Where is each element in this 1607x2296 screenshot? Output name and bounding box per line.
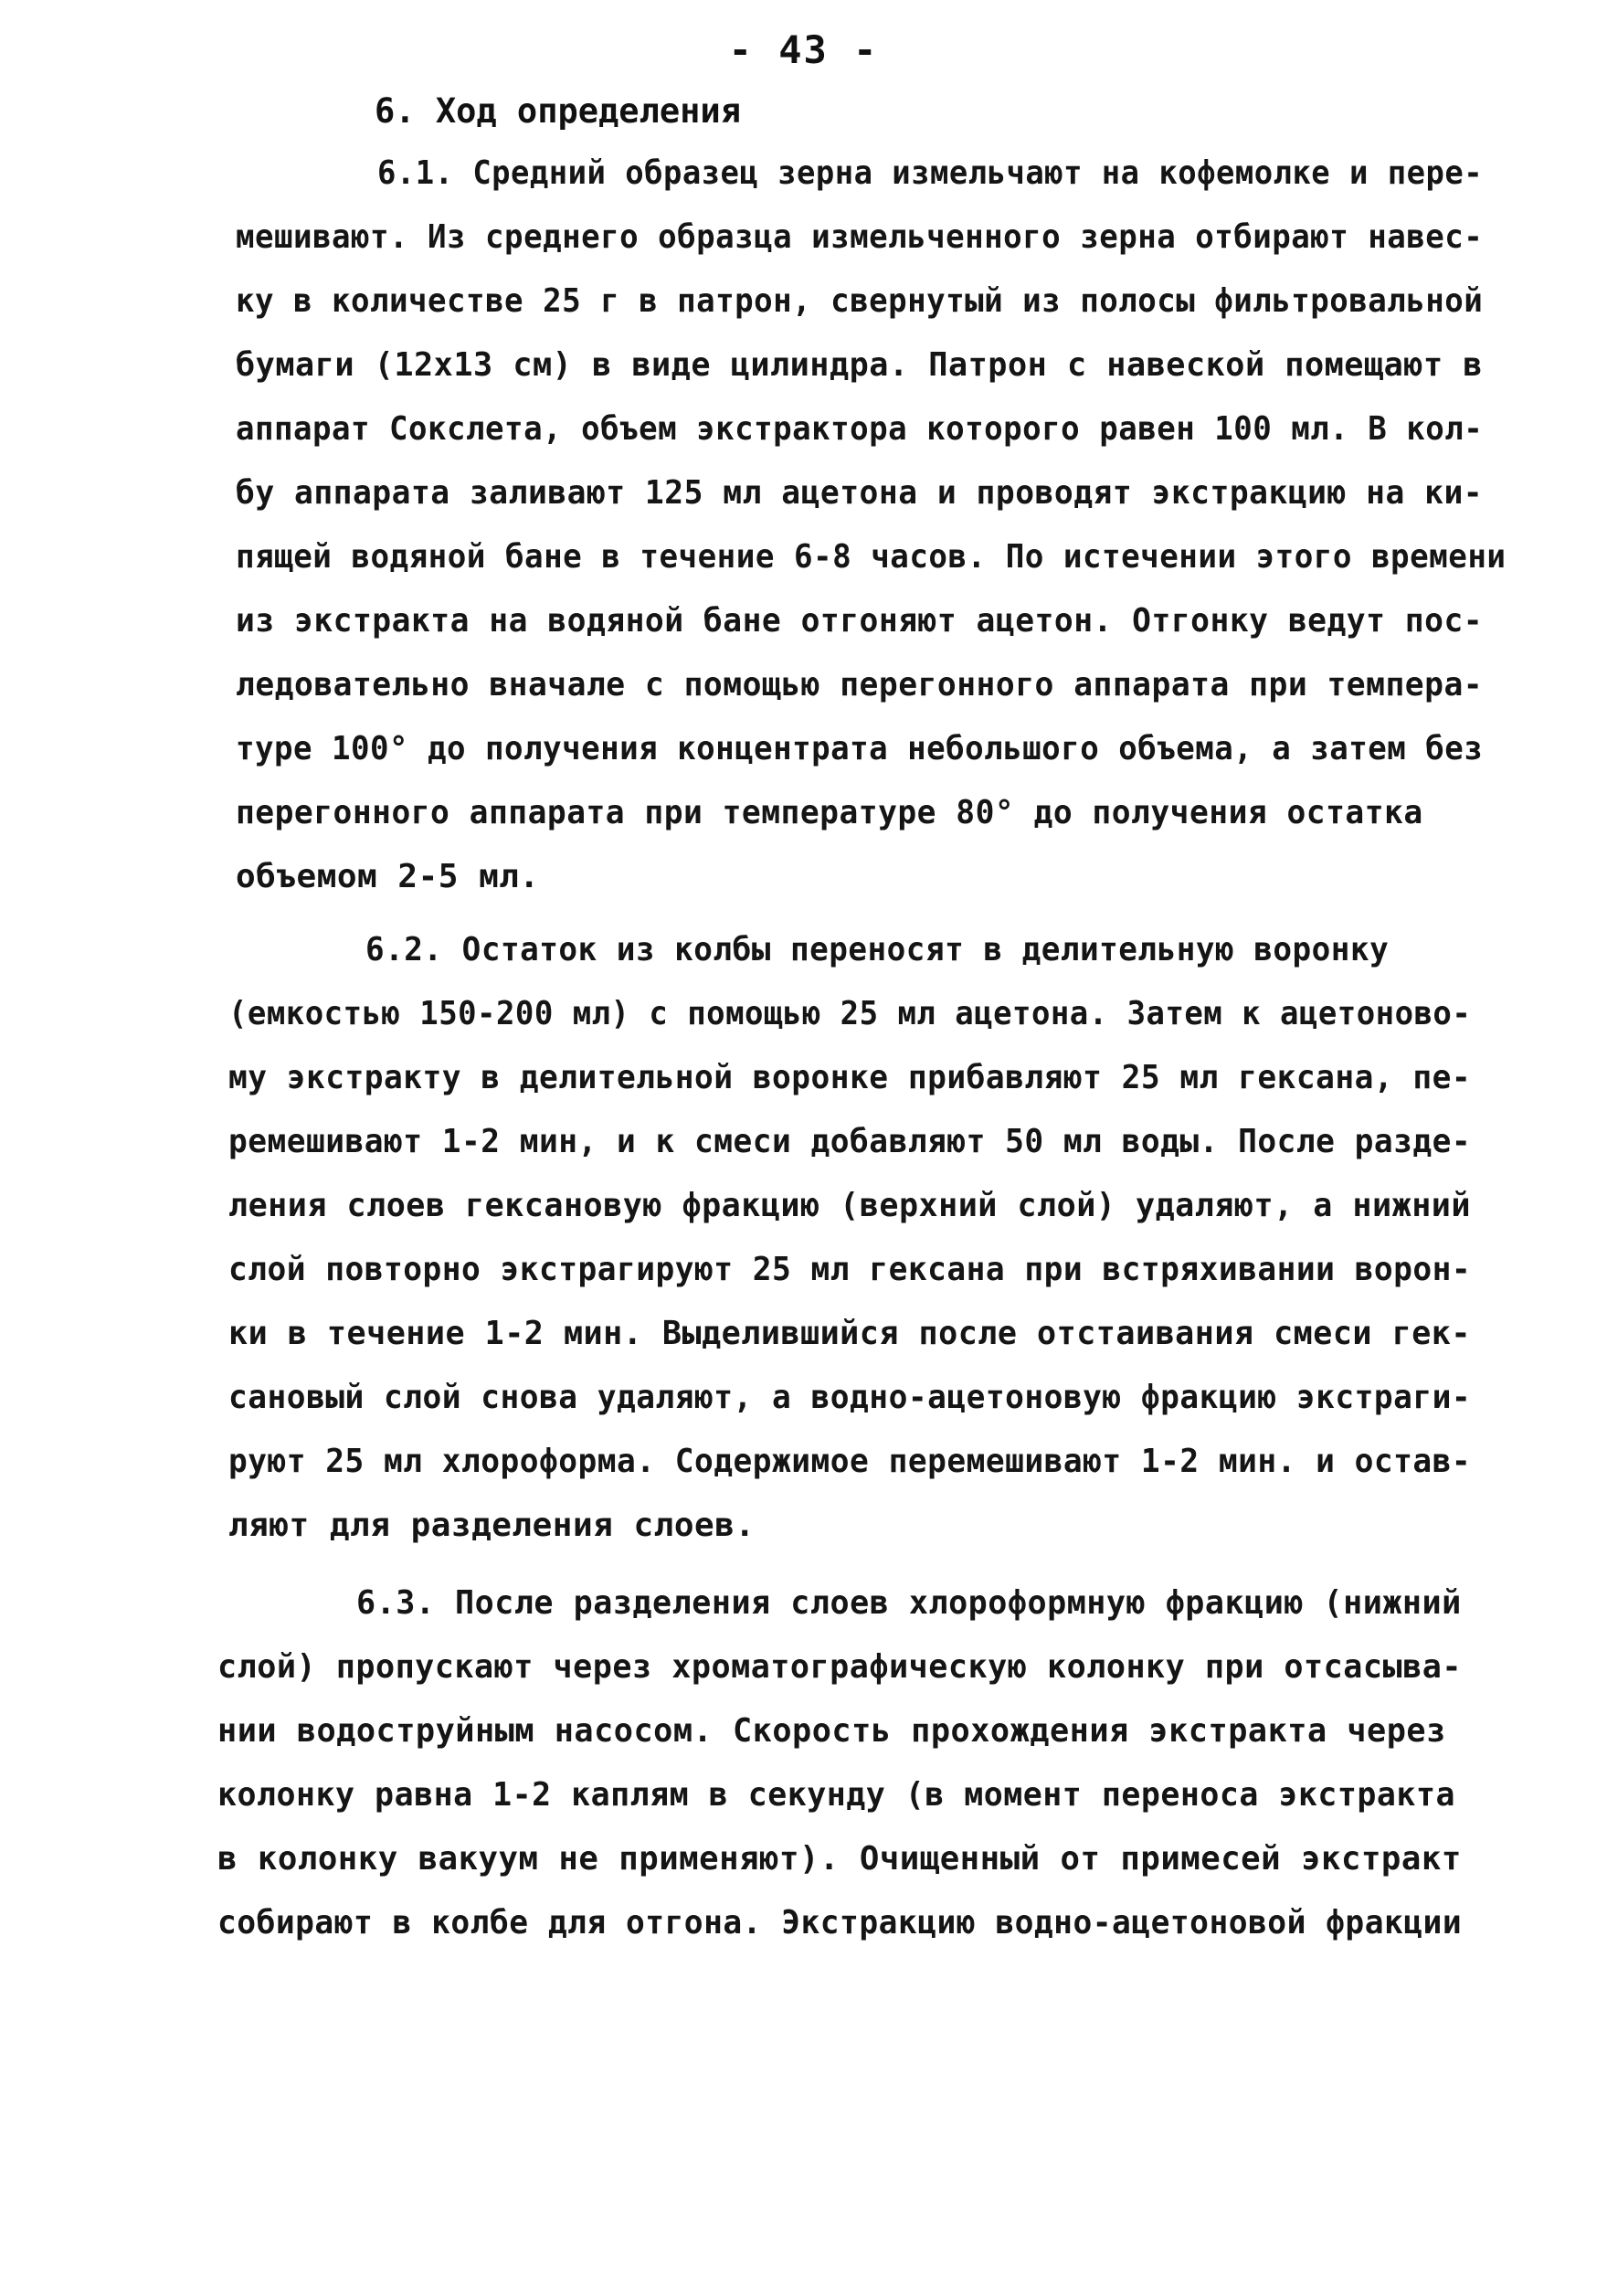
text-line: слой) пропускают через хроматографическую колонку при отсасыва- [217, 1648, 1462, 1686]
text-line: объемом 2-5 мл. [236, 858, 540, 895]
text-line: 6.1. Средний образец зерна измельчают на кофемолке и пере- [377, 154, 1484, 192]
text-line: бу аппарата заливают 125 мл ацетона и проводят экстракцию на ки- [236, 474, 1484, 512]
text-line: в колонку вакуум не применяют). Очищенный от примесей экстракт [217, 1840, 1462, 1878]
text-line: колонку равна 1-2 каплям в секунду (в момент переноса экстракта [217, 1776, 1455, 1814]
text-line: 6.2. Остаток из колбы переносят в делительную воронку [365, 931, 1390, 968]
text-line: бумаги (12x13 см) в виде цилиндра. Патрон с навеской помещают в [236, 346, 1483, 384]
page-number: - 43 - [728, 27, 879, 72]
text-line: аппарат Сокслета, объем экстрактора которого равен 100 мл. В кол- [236, 410, 1484, 448]
text-line: из экстракта на водяной бане отгоняют ацетон. Отгонку ведут пос- [236, 602, 1484, 640]
text-line: ку в количестве 25 г в патрон, свернутый из полосы фильтровальной [236, 282, 1484, 320]
text-line: ледовательно вначале с помощью перегонного аппарата при темпера- [236, 666, 1484, 704]
text-line: пящей водяной бане в течение 6-8 часов. По истечении этого времени [236, 538, 1507, 576]
text-line: ления слоев гексановую фракцию (верхний слой) удаляют, а нижний [228, 1187, 1471, 1224]
section-heading: 6. Ход определения [375, 91, 741, 131]
text-line: слой повторно экстрагируют 25 мл гексана при встряхивании ворон- [228, 1251, 1472, 1288]
text-line: туре 100° до получения концентрата небольшого объема, а затем без [236, 730, 1484, 767]
text-line: ки в течение 1-2 мин. Выделившийся после отстаивания смеси гек- [228, 1315, 1471, 1352]
text-line: сановый слой снова удаляют, а водно-ацетоновую фракцию экстраги- [228, 1379, 1472, 1416]
text-line: ляют для разделения слоев. [228, 1507, 756, 1544]
text-line: нии водоструйным насосом. Скорость прохождения экстракта через [217, 1712, 1446, 1750]
text-line: ремешивают 1-2 мин, и к смеси добавляют 50 мл воды. После разде- [228, 1123, 1472, 1160]
text-line: собирают в колбе для отгона. Экстракцию водно-ацетоновой фракции [217, 1904, 1463, 1942]
text-line: (емкостью 150-200 мл) с помощью 25 мл ацетона. Затем к ацетоново- [228, 995, 1472, 1032]
text-line: 6.3. После разделения слоев хлороформную фракцию (нижний [356, 1584, 1462, 1622]
text-line: руют 25 мл хлороформа. Содержимое перемешивают 1-2 мин. и остав- [228, 1443, 1472, 1480]
text-line: мешивают. Из среднего образца измельченного зерна отбирают навес- [236, 218, 1484, 256]
text-line: му экстракту в делительной воронке прибавляют 25 мл гексана, пе- [228, 1059, 1472, 1096]
text-line: перегонного аппарата при температуре 80° до получения остатка [236, 794, 1423, 831]
